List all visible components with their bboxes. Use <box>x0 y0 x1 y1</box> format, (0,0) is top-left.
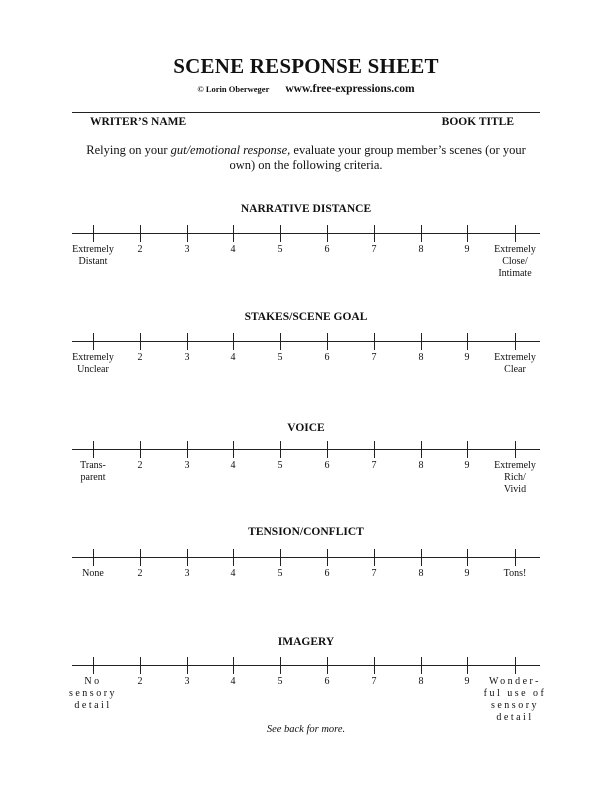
scale-tick[interactable] <box>327 549 328 566</box>
scale-point-label: 8 <box>418 352 424 363</box>
scale-tick[interactable] <box>374 333 375 350</box>
scale-point-label: 9 <box>464 676 470 687</box>
scale-line-tension-conflict <box>72 557 540 558</box>
instructions-after: evaluate your group member’s scenes (or your own) on the following criteria. <box>229 143 526 172</box>
scale-tick[interactable] <box>374 657 375 674</box>
scale-tick[interactable] <box>140 441 141 458</box>
page-title: SCENE RESPONSE SHEET <box>173 54 439 78</box>
scale-tick[interactable] <box>515 657 516 674</box>
scale-tick[interactable] <box>327 333 328 350</box>
scale-point-label: 4 <box>230 568 236 579</box>
scale-tick[interactable] <box>233 333 234 350</box>
scale-tick[interactable] <box>467 657 468 674</box>
scale-point-label: 7 <box>371 460 377 471</box>
scale-point-label: 3 <box>184 244 190 255</box>
scale-line-narrative-distance <box>72 233 540 234</box>
scale-point-label: 5 <box>277 568 283 579</box>
scale-tick[interactable] <box>140 333 141 350</box>
scale-point-label: 7 <box>371 568 377 579</box>
scale-point-label: 9 <box>464 460 470 471</box>
scale-point-label: 3 <box>184 460 190 471</box>
scale-title-stakes-scene-goal: STAKES/SCENE GOAL <box>244 311 368 323</box>
scale-tick[interactable] <box>187 225 188 242</box>
scale-tick[interactable] <box>515 333 516 350</box>
scale-point-label: None <box>82 568 104 579</box>
scale-tick[interactable] <box>280 657 281 674</box>
footer-note: See back for more. <box>266 724 346 735</box>
scale-point-label: 7 <box>371 676 377 687</box>
scale-tick[interactable] <box>421 657 422 674</box>
scale-point-label: 5 <box>277 352 283 363</box>
scale-point-label: 8 <box>418 568 424 579</box>
scale-point-label: Extremely Distant <box>72 244 114 267</box>
scale-tick[interactable] <box>374 225 375 242</box>
scale-tick[interactable] <box>187 549 188 566</box>
scale-point-label: 6 <box>324 244 330 255</box>
scale-point-label: 5 <box>277 676 283 687</box>
scale-point-label: 5 <box>277 460 283 471</box>
scale-tick[interactable] <box>93 333 94 350</box>
scale-line-stakes-scene-goal <box>72 341 540 342</box>
scale-point-label: 4 <box>230 244 236 255</box>
scale-point-label: 4 <box>230 676 236 687</box>
scale-tick[interactable] <box>93 549 94 566</box>
scale-tick[interactable] <box>280 549 281 566</box>
scale-point-label: 6 <box>324 460 330 471</box>
scale-point-label: Extremely Unclear <box>72 352 114 375</box>
scale-point-label: Extremely Clear <box>494 352 536 375</box>
scale-tick[interactable] <box>233 441 234 458</box>
scale-tick[interactable] <box>515 549 516 566</box>
scale-tick[interactable] <box>327 225 328 242</box>
instructions-before: Relying on your <box>86 143 171 157</box>
copyright-text: © Lorin Oberweger <box>197 84 270 94</box>
scale-point-label: 3 <box>184 568 190 579</box>
scale-tick[interactable] <box>421 441 422 458</box>
scale-point-label: 8 <box>418 460 424 471</box>
scale-tick[interactable] <box>93 657 94 674</box>
scale-tick[interactable] <box>421 549 422 566</box>
scale-title-voice: VOICE <box>287 422 325 434</box>
scale-tick[interactable] <box>187 441 188 458</box>
scale-tick[interactable] <box>280 333 281 350</box>
scale-point-label: 2 <box>137 568 143 579</box>
scale-point-label: 2 <box>137 244 143 255</box>
scale-point-label: 3 <box>184 352 190 363</box>
scale-line-voice <box>72 449 540 450</box>
scale-point-label: 5 <box>277 244 283 255</box>
scale-tick[interactable] <box>93 225 94 242</box>
scale-title-imagery: IMAGERY <box>277 636 335 648</box>
scale-tick[interactable] <box>280 441 281 458</box>
scale-tick[interactable] <box>187 657 188 674</box>
scale-point-label: 7 <box>371 352 377 363</box>
scale-point-label: Trans- parent <box>80 460 106 483</box>
scale-point-label: 9 <box>464 568 470 579</box>
scale-tick[interactable] <box>187 333 188 350</box>
scale-point-label: 6 <box>324 352 330 363</box>
scale-tick[interactable] <box>467 225 468 242</box>
scale-point-label: 4 <box>230 460 236 471</box>
scale-tick[interactable] <box>467 549 468 566</box>
scale-tick[interactable] <box>327 441 328 458</box>
book-title-label: BOOK TITLE <box>441 116 514 128</box>
scale-tick[interactable] <box>515 441 516 458</box>
scale-point-label: 3 <box>184 676 190 687</box>
scale-tick[interactable] <box>280 225 281 242</box>
scale-tick[interactable] <box>515 225 516 242</box>
instructions <box>72 143 540 173</box>
scale-point-label: 8 <box>418 244 424 255</box>
scale-tick[interactable] <box>421 333 422 350</box>
scale-point-label: 7 <box>371 244 377 255</box>
scale-point-label: 6 <box>324 568 330 579</box>
scale-tick[interactable] <box>140 549 141 566</box>
scale-tick[interactable] <box>233 657 234 674</box>
scale-point-label: Wonder- ful use of sensory detail <box>483 676 547 723</box>
scale-point-label: 9 <box>464 352 470 363</box>
scale-tick[interactable] <box>467 333 468 350</box>
scale-tick[interactable] <box>467 441 468 458</box>
scale-tick[interactable] <box>374 549 375 566</box>
name-title-rule <box>72 112 540 113</box>
scale-tick[interactable] <box>233 549 234 566</box>
scale-point-label: 2 <box>137 352 143 363</box>
byline <box>0 79 612 97</box>
scale-point-label: 2 <box>137 676 143 687</box>
scale-tick[interactable] <box>327 657 328 674</box>
scale-tick[interactable] <box>233 225 234 242</box>
scale-point-label: 2 <box>137 460 143 471</box>
scale-point-label: 4 <box>230 352 236 363</box>
scale-point-label: Extremely Rich/ Vivid <box>494 460 536 495</box>
scale-point-label: No sensory detail <box>68 676 118 711</box>
scale-tick[interactable] <box>140 225 141 242</box>
scale-title-tension-conflict: TENSION/CONFLICT <box>248 526 364 538</box>
scale-point-label: 6 <box>324 676 330 687</box>
scale-point-label: Extremely Close/ Intimate <box>494 244 536 279</box>
scale-point-label: 9 <box>464 244 470 255</box>
website-url: www.free-expressions.com <box>285 83 415 95</box>
scale-tick[interactable] <box>374 441 375 458</box>
scale-point-label: Tons! <box>503 568 527 579</box>
instructions-emphasis: gut/emotional response, <box>170 143 291 157</box>
scale-point-label: 8 <box>418 676 424 687</box>
scale-tick[interactable] <box>93 441 94 458</box>
scale-title-narrative-distance: NARRATIVE DISTANCE <box>240 203 372 215</box>
scale-tick[interactable] <box>140 657 141 674</box>
writer-name-label: WRITER’S NAME <box>90 116 187 128</box>
scale-tick[interactable] <box>421 225 422 242</box>
scale-line-imagery <box>72 665 540 666</box>
